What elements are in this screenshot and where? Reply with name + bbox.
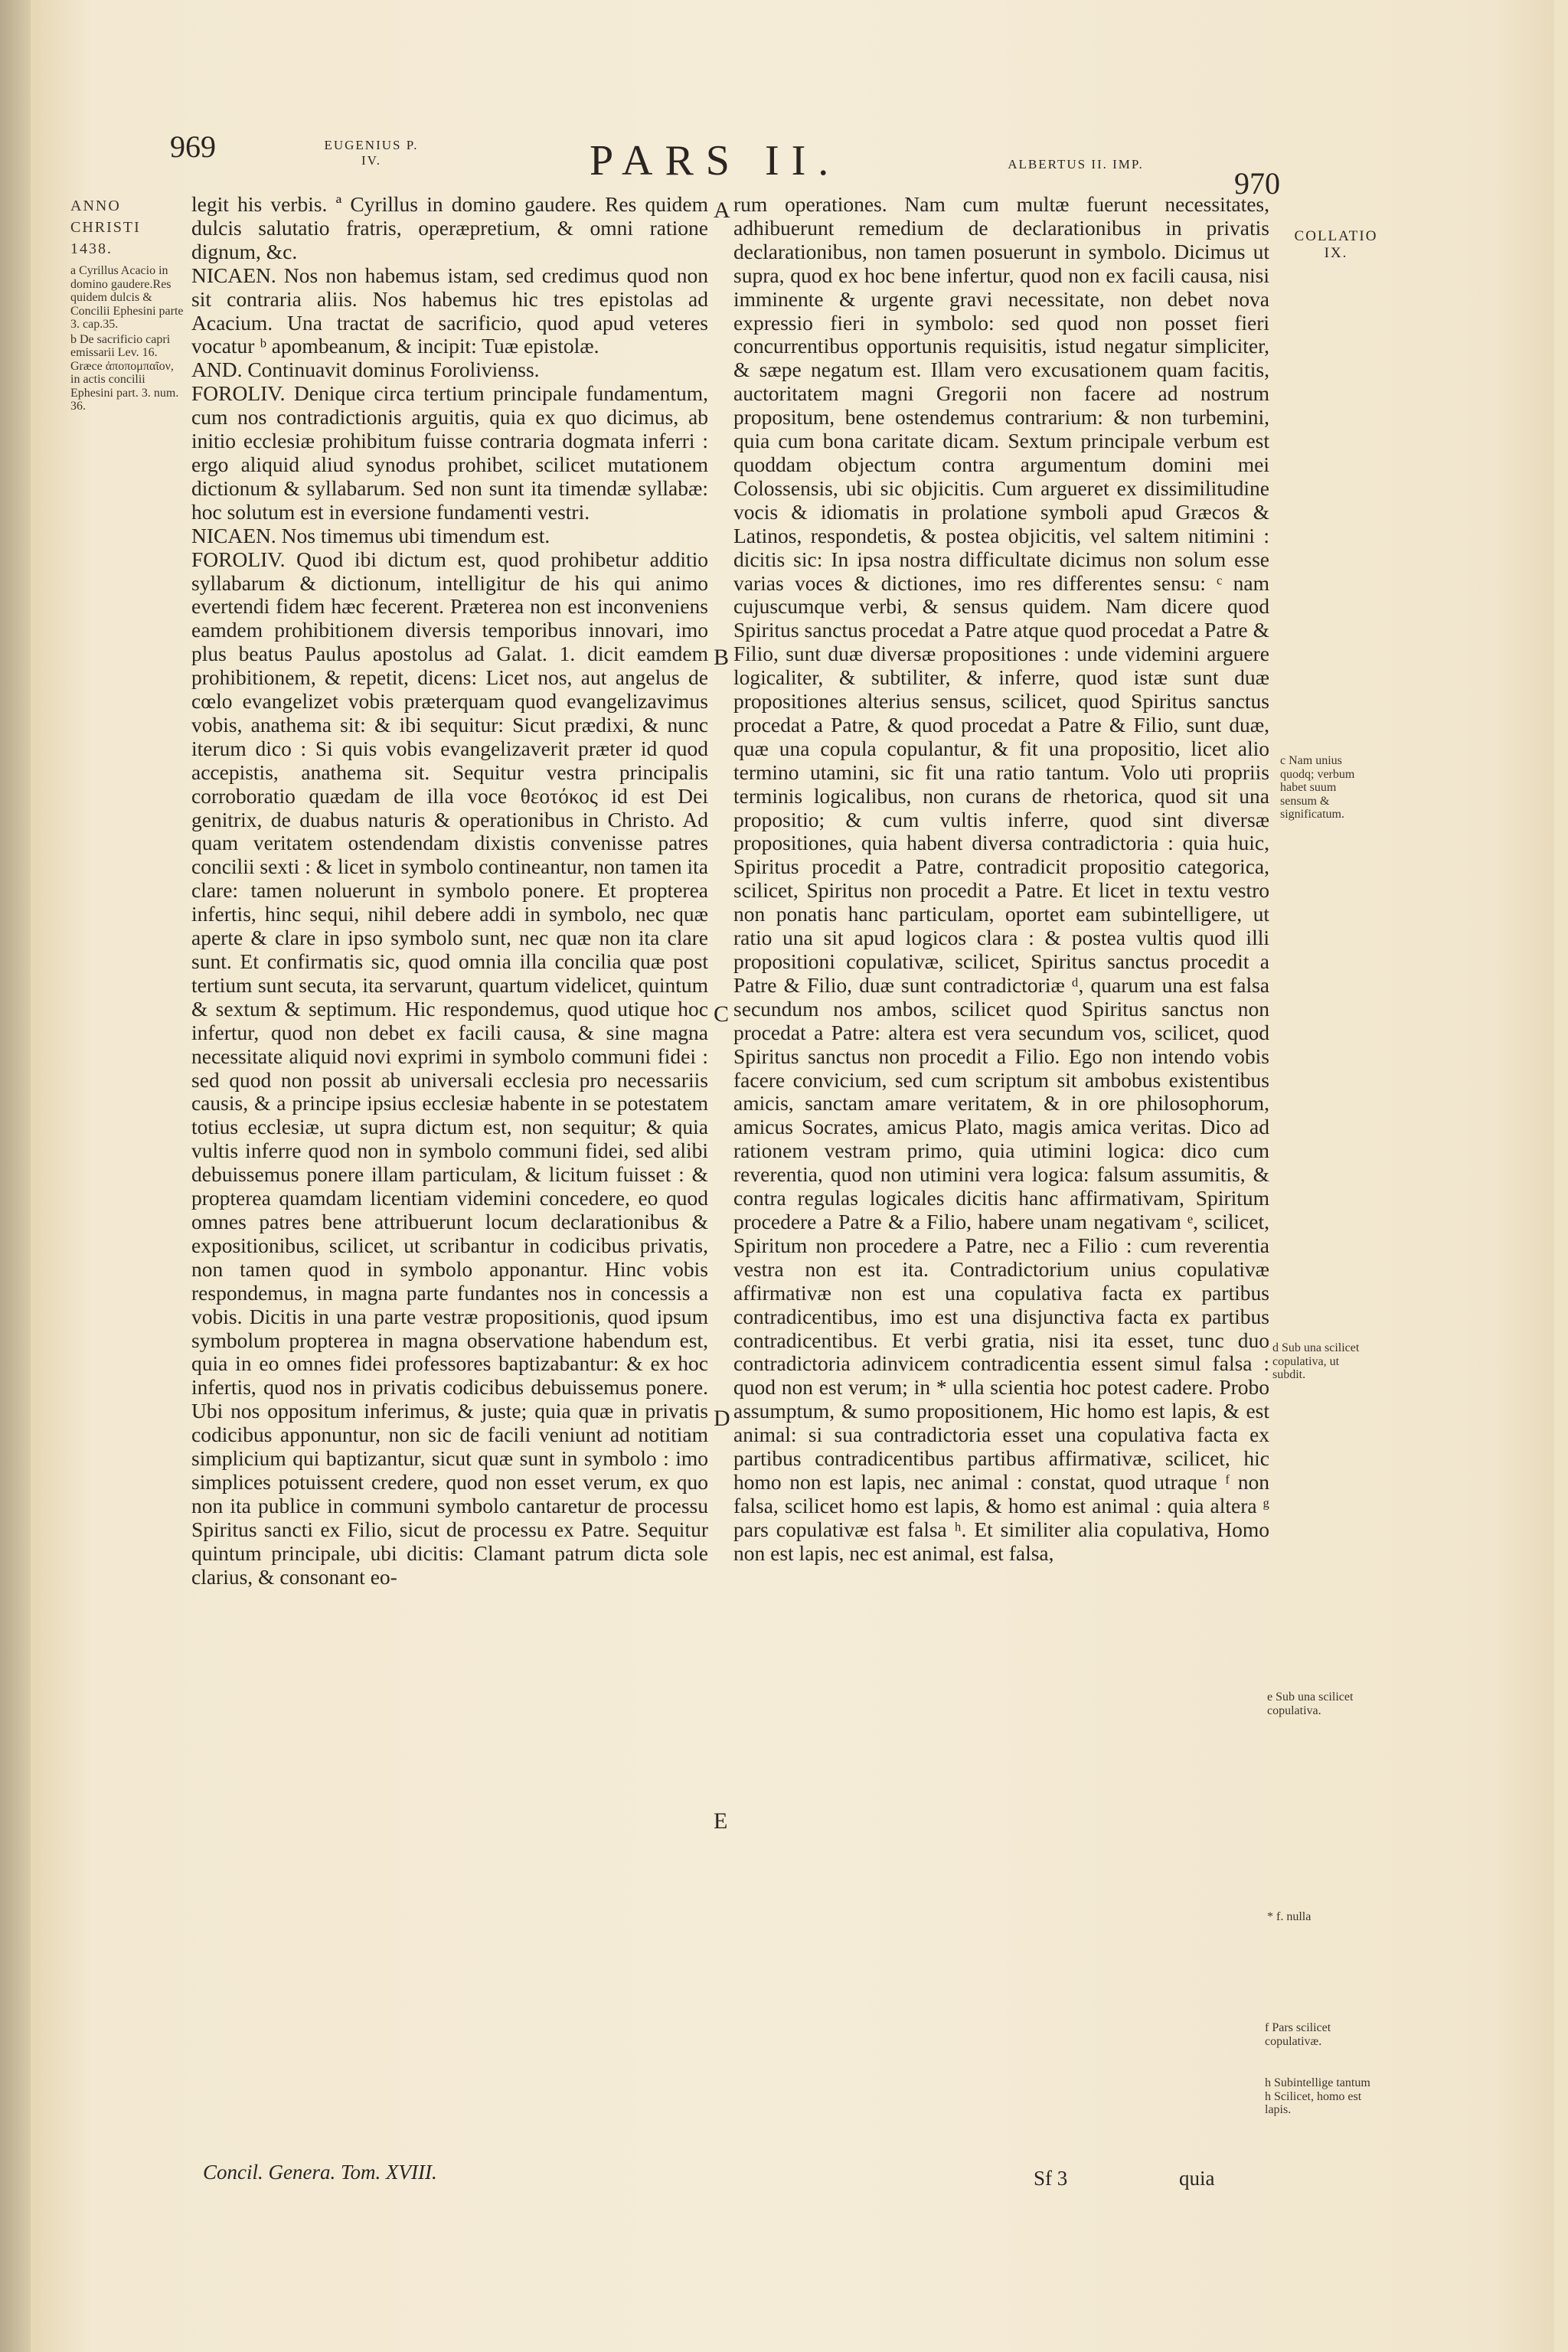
section-letter-e: E: [714, 1808, 728, 1834]
right-margin-note-e: e Sub una scilicet copulativa.: [1267, 1690, 1354, 1717]
running-head-emperor: ALBERTUS II. IMP.: [1008, 157, 1144, 172]
paragraph: legit his verbis. ª Cyrillus in domino gaudere. Res quidem dulcis salutatio fratris, operæpretium, & omni ratione dignum, &c.: [191, 192, 708, 263]
left-margin-note: a Cyrillus Acacio in domino gaudere.Res quidem dulcis & Concilii Ephesini parte 3. cap.35.: [70, 264, 184, 331]
footer-source: Concil. Genera. Tom. XVIII.: [203, 2161, 437, 2184]
right-margin-note-h: h Subintellige tantum h Scilicet, homo est lapis.: [1265, 2076, 1370, 2116]
running-head-pope: EUGENIUS P. IV.: [324, 138, 419, 168]
paragraph: NICAEN. Nos non habemus istam, sed credimus quod non sit contraria aliis. Nos habemus hic tres epistolas ad Acacium. Una tractat de sacrificio, quod apud veteres vocatur ᵇ apombeanum, & incipit: Tuæ epistolæ.: [191, 263, 708, 358]
running-head-pars: PARS II.: [590, 137, 841, 185]
section-letter-b: B: [714, 645, 730, 670]
paragraph: NICAEN. Nos timemus ubi timendum est.: [191, 523, 550, 547]
paragraph: FOROLIV. Quod ibi dictum est, quod prohibetur additio syllabarum & dictionum, intelligitur de his qui animo evertendi fidem hæc fecerent. Præterea non est inconveniens eamdem prohibitionem diversis temporibus innovari, imo plus beatus Paulus apostolus ad Galat. 1. dicit eamdem prohibitionem, & repetit, dicens: Licet nos, aut angelus de cœlo evangelizet vobis præterquam quod evangelizavimus vobis, anathema sit: & ibi sequitur: Sicut prædixi, & nunc iterum dico : Si quis vobis evangelizaverit præter id quod accepistis, anathema sit. Sequitur vestra principalis corroboratio quædam de illa voce θεοτόκος id est Dei genitrix, de duabus naturis & operationibus in Christo. Ad quam veritatem ostendendam dixistis convenisse patres concilii sexti : & licet in symbolo contineantur, non tamen ita clare: tamen noluerunt in symbolo ponere. Et propterea infertis, hinc sequi, nihil debere addi in symbolo, nec quæ aperte & clare in ipso symbolo sunt, nec quæ non ita clare sunt. Et confirmatis sic, quod omnia illa concilia quæ post tertium sunt secuta, ita servarunt, quartum videlicet, quintum & sextum & septimum. Hic respondemus, quod utique hoc infertur, quod non debet ex facili causa, & sine magna necessitate aliquid novi exprimi in symbolo communi fidei : sed quod non possit ab universali ecclesia pro necessariis causis, & a principe ipsius ecclesiæ habente in se potestatem totius ecclesiæ, ut supra dictum est, non sequitur; & quia vultis inferre quod non in symbolo communi fidei, sed alibi debuissemus ponere illam particulam, & licitum fuisset : & propterea quamdam licentiam videmini concedere, eo quod omnes patres bene attribuerunt locum declarationibus & expositionibus, scilicet, ut scribantur in codicibus privatis, non tamen quod in symbolo apponantur. Hinc vobis respondemus, in magna parte fundantes nos in concessis a vobis. Dicitis in una parte vestræ propositionis, quod ipsum symbolum propterea in magna observatione habendum est, quia in eo omnes fidei professores baptizabantur: & ex hoc infertis, quod nos in privatis codicibus debuissemus ponere. Ubi nos oppositum inferimus, & juste; quia quæ in privatis codicibus apponuntur, non sic de facili veniunt ad notitiam simplicium qui baptizantur, sicut quæ sunt in symbolo : imo simplices potuissent credere, quod non esset verum, ex quo non ita publice in communi symbolo cantaretur de processu Spiritus sancti ex Filio, sicut de processu ex Patre. Sequitur quintum principale, ubi dicitis: Clamant patrum dicta sole clarius, & consonant eo-: [191, 547, 708, 1589]
right-margin-note-c: c Nam unius quodq; verbum habet suum sensum & significatum.: [1280, 754, 1355, 821]
page-number-left: 969: [170, 129, 216, 164]
paragraph: rum operationes. Nam cum multæ fuerunt necessitates, adhibuerunt remedium de declarationibus in privatis declarationibus, non tamen posuerunt in symbolo. Dicimus ut supra, quod ex hoc bene infertur, quod non ex facili causa, nisi imminente & urgente gravi necessitate, non debet nova expressio fieri in symbolo: sed quod non posset fieri concurrentibus opportunis requisitis, istud negatur simpliciter, & sæpe negatum est. Illam vero excusationem quam facitis, auctoritatem magni Gregorii non facere ad nostrum propositum, bene ostendemus contrarium: & non turbemini, quia cum bona caritate dicam. Sextum principale verbum est quoddam objectum contra argumentum domini mei Colossensis, ubi sic objicitis. Cum argueret ex dissimilitudine vocis & idiomatis in prolatione symboli apud Græcos & Latinos, respondetis, & postea objicitis, vel saltem nitimini : dicitis sic: In ipsa nostra difficultate dicimus non solum esse varias voces & dictiones, imo res differentes sensu: ᶜ nam cujuscumque verbi, & sensus quidem. Nam dicere quod Spiritus sanctus procedat a Patre atque quod procedat a Patre & Filio, sunt duæ diversæ propositiones : unde videmini arguere logicaliter, & subtiliter, & inferre, quod istæ sunt duæ propositiones alterius sensus, scilicet, quod Spiritus sanctus procedat a Patre, & quod procedat a Patre & Filio, sunt duæ, quæ una copula copulantur, & fit una propositio, licet alio termino utamini, sic fit una ratio tantum. Volo uti propriis terminis logicalibus, non curans de rhetorica, quod sit una propositio; & cum vultis inferre, quod sint diversæ propositiones, quia habent diversa contradictoria : quia huic, Spiritus procedit a Patre, contradicit propositio categorica, scilicet, Spiritus non procedit a Patre. Et licet in textu vestro non ponatis hanc particulam, oportet eam subintelligere, ut ratio una sit apud logicos clara : & postea vultis quod illi propositioni copulativæ, scilicet, Spiritus sanctus procedit a Patre & Filio, duæ sunt contradictoriæ ᵈ, quarum una est falsa secundum nos ambos, scilicet quod Spiritus sanctus non procedat a Patre: altera est vera secundum vos, scilicet, quod Spiritus sanctus non procedit a Filio. Ego non intendo vobis facere convicium, sed cum scriptum sit ambobus existentibus amicis, sanctam amare veritatem, & in ore philosophorum, amicus Socrates, amicus Plato, magis amica veritas. Dico ad rationem vestram primo, quia utimini logica: dico cum reverentia, quod non utimini vera logica: falsum assumitis, & contra regulas logicales dicitis hanc affirmativam, Spiritum procedere a Patre & a Filio, habere unam negativam ᵉ, scilicet, Spiritum non procedere a Patre, nec a Filio : cum reverentia vestra non est ita. Contradictorium unius copulativæ affirmativæ non est una copulativa facta ex partibus contradicentibus, imo est una disjunctiva facta ex partibus contradicentibus. Et verbi gratia, nisi ita esset, tunc duo contradictoria adinvicem contradicentia essent simul falsa : quod non est verum; in * ulla scientia hoc potest cadere. Probo assumptum, & sumo propositionem, Hic homo est lapis, & est animal: si sua contradictoria esset una copulativa facta ex partibus contradicentibus partibus affirmativæ, scilicet, hic homo non est lapis, nec animal : constat, quod utraque ᶠ non falsa, scilicet homo est lapis, & homo est animal : quia altera ᵍ pars copulativæ est falsa ʰ. Et similiter alia copulativa, Homo non est lapis, nec est animal, est falsa,: [733, 192, 1269, 1565]
right-margin-note-f: f Pars scilicet copulativæ.: [1265, 2021, 1331, 2048]
right-margin-note-star: * f. nulla: [1267, 1910, 1312, 1923]
left-margin-note: b De sacrificio capri emissarii Lev. 16. Græce ἀποπομπαῖον, in actis concilii Ephesini part. 3. num. 36.: [70, 332, 179, 413]
book-binding-edge: [0, 0, 31, 2352]
right-text-column: [733, 193, 1269, 1566]
paragraph: AND. Continuavit dominus Forolivienss.: [191, 358, 540, 382]
page-number-right: 970: [1234, 166, 1280, 201]
section-letter-d: D: [714, 1406, 730, 1431]
left-text-column: [191, 193, 708, 1589]
section-letter-a: A: [714, 198, 730, 223]
paragraph: FOROLIV. Denique circa tertium principale fundamentum, cum nos contradictionis arguitis, quia ex quo dicimus, ab initio ecclesiæ prohibitum fuisse contraria dogmata inferri : ergo aliquid aliud synodus prohibet, scilicet mutationem dictionum & syllabarum. Sed non sunt ita timendæ syllabæ: hoc solutum est in eversione fundamenti vestri.: [191, 381, 708, 524]
right-margin-note-d: d Sub una scilicet copulativa, ut subdit.: [1272, 1341, 1360, 1381]
left-margin-notes: [70, 264, 185, 413]
collatio-label: COLLATIO IX.: [1294, 228, 1378, 261]
catchword: quia: [1179, 2167, 1215, 2190]
signature-mark: Sf 3: [1034, 2167, 1068, 2190]
section-letter-c: C: [714, 1001, 730, 1027]
year-label: ANNO CHRISTI 1438.: [70, 198, 141, 257]
